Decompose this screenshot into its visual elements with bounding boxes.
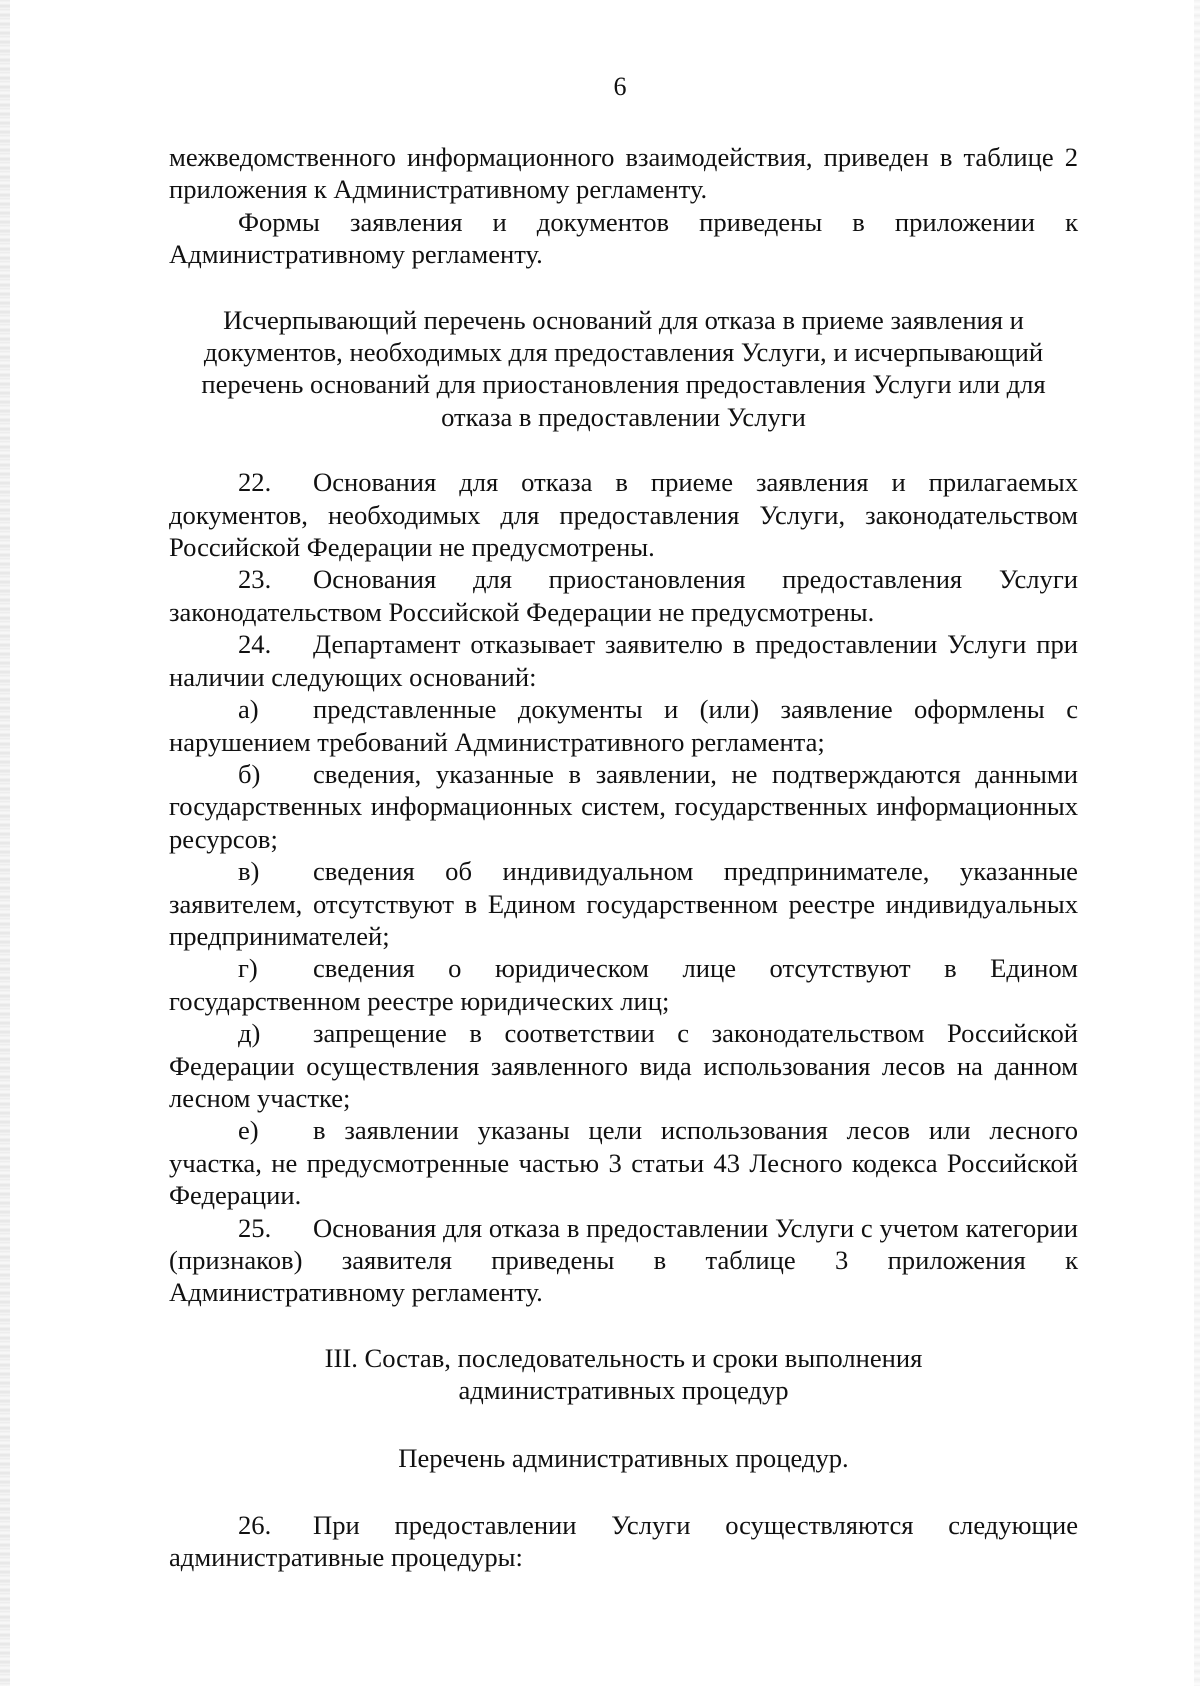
sub-item-letter: г)	[238, 953, 258, 984]
item-number: 24.	[238, 629, 272, 660]
sub-item-d	[169, 1017, 1078, 1114]
sub-item-b	[169, 758, 1078, 855]
sub-item-text: представленные документы и (или) заявление оформлены с нарушением требований Административного регламента;	[169, 694, 1078, 757]
sub-item-letter: в)	[238, 856, 260, 887]
scan-edge-right	[1194, 0, 1200, 1686]
sub-item-v	[169, 855, 1078, 952]
sub-item-letter: б)	[238, 758, 261, 789]
sub-item-a	[169, 693, 1078, 758]
sub-item-letter: а)	[238, 694, 259, 725]
sub-item-text: сведения, указанные в заявлении, не подтверждаются данными государственных информационных систем, государственных информационных ресурсов;	[169, 758, 1078, 854]
item-text: Департамент отказывает заявителю в предоставлении Услуги при наличии следующих оснований:	[169, 629, 1078, 692]
item-text: Основания для приостановления предоставления Услуги законодательством Российской Федерации не предусмотрены.	[169, 564, 1078, 627]
document-body	[169, 141, 1078, 1574]
item-number: 22.	[238, 467, 272, 498]
item-26	[169, 1509, 1078, 1574]
paragraph-intro-1: межведомственного информационного взаимодействия, приведен в таблице 2 приложения к Административному регламенту.	[169, 142, 1078, 205]
item-22	[169, 466, 1078, 563]
item-24	[169, 628, 1078, 693]
item-number: 23.	[238, 564, 272, 595]
sub-item-text: в заявлении указаны цели использования лесов или лесного участка, не предусмотренные частью 3 статьи 43 Лесного кодекса Российской Федерации.	[169, 1115, 1078, 1211]
sub-item-g	[169, 952, 1078, 1017]
heading-refusal-grounds: Исчерпывающий перечень оснований для отказа в приеме заявления и документов, необходимых для предоставления Услуги, и исчерпывающий перечень оснований для приостановления предоставления Услуги или для отказа в предоставлении Услуги	[201, 304, 1046, 432]
item-number: 25.	[238, 1212, 272, 1243]
sub-item-letter: д)	[238, 1018, 261, 1049]
section-heading-line-2: административных процедур	[458, 1375, 789, 1406]
item-25	[169, 1212, 1078, 1309]
item-text: Основания для отказа в приеме заявления и прилагаемых документов, необходимых для предоставления Услуги, законодательством Российской Федерации не предусмотрены.	[169, 467, 1078, 563]
item-23	[169, 563, 1078, 628]
item-number: 26.	[238, 1510, 272, 1541]
scan-edge-left	[0, 0, 10, 1686]
sub-item-text: сведения о юридическом лице отсутствуют в Едином государственном реестре юридических лиц;	[169, 953, 1078, 1016]
sub-item-text: сведения об индивидуальном предпринимателе, указанные заявителем, отсутствуют в Едином государственном реестре индивидуальных предпринимателей;	[169, 856, 1078, 951]
item-text: Основания для отказа в предоставлении Услуги с учетом категории (признаков) заявителя приведены в таблице 3 приложения к Административному регламенту.	[169, 1212, 1078, 1308]
subheading-procedures: Перечень административных процедур.	[398, 1442, 849, 1473]
sub-item-text: запрещение в соответствии с законодательством Российской Федерации осуществления заявленного вида использования лесов на данном лесном участке;	[169, 1018, 1078, 1113]
section-heading-line-1: III. Состав, последовательность и сроки выполнения	[324, 1342, 923, 1373]
sub-item-e	[169, 1114, 1078, 1211]
paragraph-intro-2: Формы заявления и документов приведены в приложении к Административному регламенту.	[169, 206, 1078, 270]
page-number: 6	[613, 72, 627, 101]
item-text: При предоставлении Услуги осуществляются следующие административные процедуры:	[169, 1510, 1078, 1573]
sub-item-letter: е)	[238, 1115, 259, 1146]
